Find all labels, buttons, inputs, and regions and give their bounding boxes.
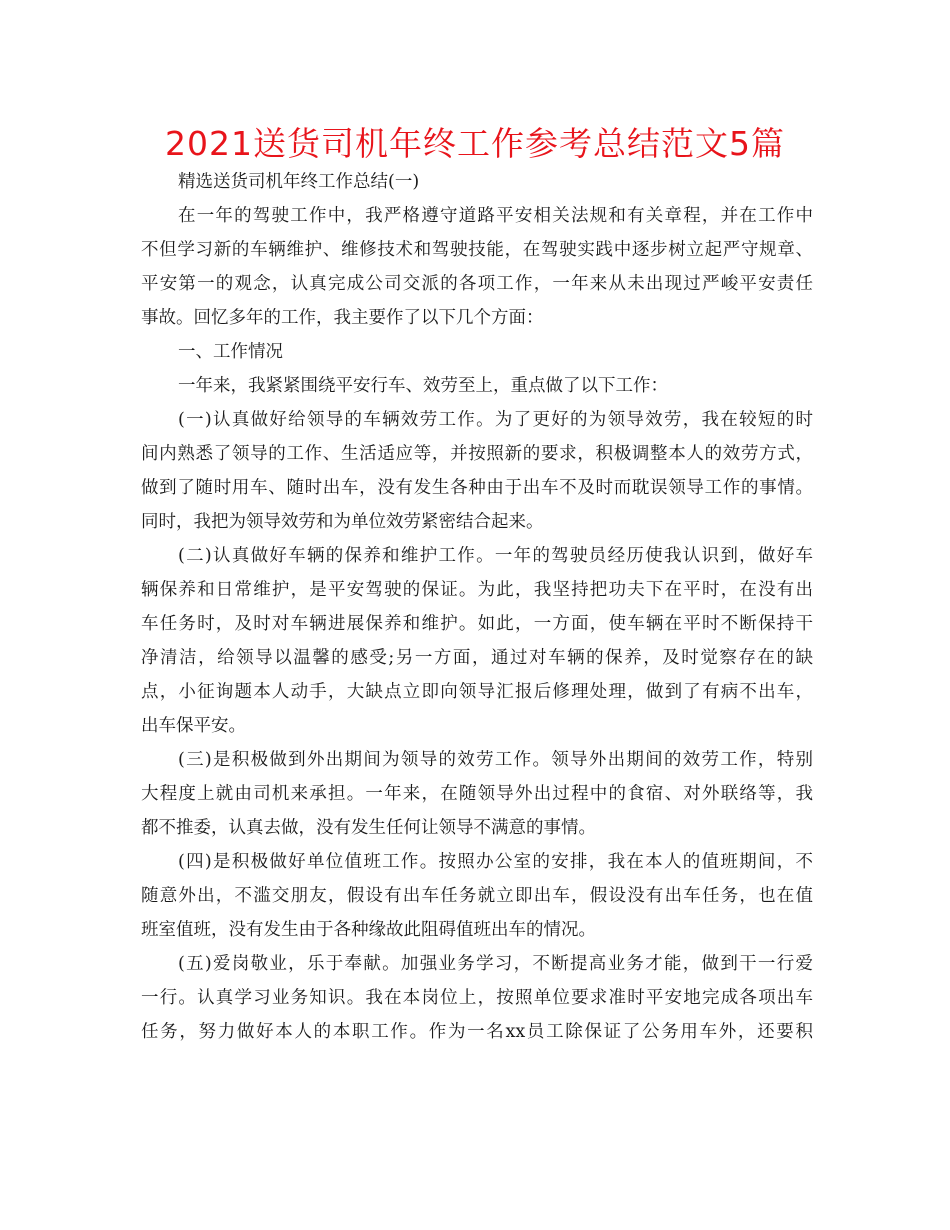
text-line: 净清洁，给领导以温馨的感受;另一方面，通过对车辆的保养，及时觉察存在的缺 [141, 648, 813, 668]
text-line: 点，小征询题本人动手，大缺点立即向领导汇报后修理处理，做到了有病不出车， [141, 682, 813, 702]
text-line: 一年来，我紧紧围绕平安行车、效劳至上，重点做了以下工作： [178, 376, 668, 396]
text-line: 班室值班，没有发生由于各种缘故此阻碍值班出车的情况。 [141, 920, 596, 940]
text-line: 出车保平安。 [141, 716, 246, 736]
document-body [141, 165, 813, 1049]
text-line: (五)爱岗敬业，乐于奉献。加强业务学习，不断提高业务才能，做到干一行爱 [178, 954, 813, 974]
text-line: (四)是积极做好单位值班工作。按照办公室的安排，我在本人的值班期间，不 [178, 852, 813, 872]
text-line: 辆保养和日常维护，是平安驾驶的保证。为此，我坚持把功夫下在平时，在没有出 [141, 580, 813, 600]
text-line: 都不推委，认真去做，没有发生任何让领导不满意的事情。 [141, 818, 596, 838]
text-line: 做到了随时用车、随时出车，没有发生各种由于出车不及时而耽误领导工作的事情。 [141, 478, 813, 498]
text-line: 事故。回忆多年的工作，我主要作了以下几个方面： [141, 308, 544, 328]
text-line: 随意外出，不滥交朋友，假设有出车任务就立即出车，假设没有出车任务，也在值 [141, 886, 813, 906]
text-line: 不但学习新的车辆维护、维修技术和驾驶技能，在驾驶实践中逐步树立起严守规章、 [141, 240, 813, 260]
text-line: 精选送货司机年终工作总结(一) [178, 172, 420, 192]
text-line: 车任务时，及时对车辆进展保养和维护。如此，一方面，使车辆在平时不断保持干 [141, 614, 813, 634]
text-line: 在一年的驾驶工作中，我严格遵守道路平安相关法规和有关章程，并在工作中 [178, 206, 813, 226]
text-line: 大程度上就由司机来承担。一年来，在随领导外出过程中的食宿、对外联络等，我 [141, 784, 813, 804]
text-line: (二)认真做好车辆的保养和维护工作。一年的驾驶员经历使我认识到，做好车 [178, 546, 813, 566]
text-line: (三)是积极做到外出期间为领导的效劳工作。领导外出期间的效劳工作，特别 [178, 750, 813, 770]
text-line: (一)认真做好给领导的车辆效劳工作。为了更好的为领导效劳，我在较短的时 [178, 410, 813, 430]
text-line: 一行。认真学习业务知识。我在本岗位上，按照单位要求准时平安地完成各项出车 [141, 988, 813, 1008]
text-line: 任务，努力做好本人的本职工作。作为一名xx员工除保证了公务用车外，还要积 [141, 1022, 813, 1042]
text-line: 同时，我把为领导效劳和为单位效劳紧密结合起来。 [141, 512, 544, 532]
text-line: 平安第一的观念，认真完成公司交派的各项工作，一年来从未出现过严峻平安责任 [141, 274, 813, 294]
text-line: 间内熟悉了领导的工作、生活适应等，并按照新的要求，积极调整本人的效劳方式， [141, 444, 813, 464]
text-line: 一、工作情况 [178, 342, 283, 362]
document-title: 2021送货司机年终工作参考总结范文5篇 [165, 124, 785, 163]
